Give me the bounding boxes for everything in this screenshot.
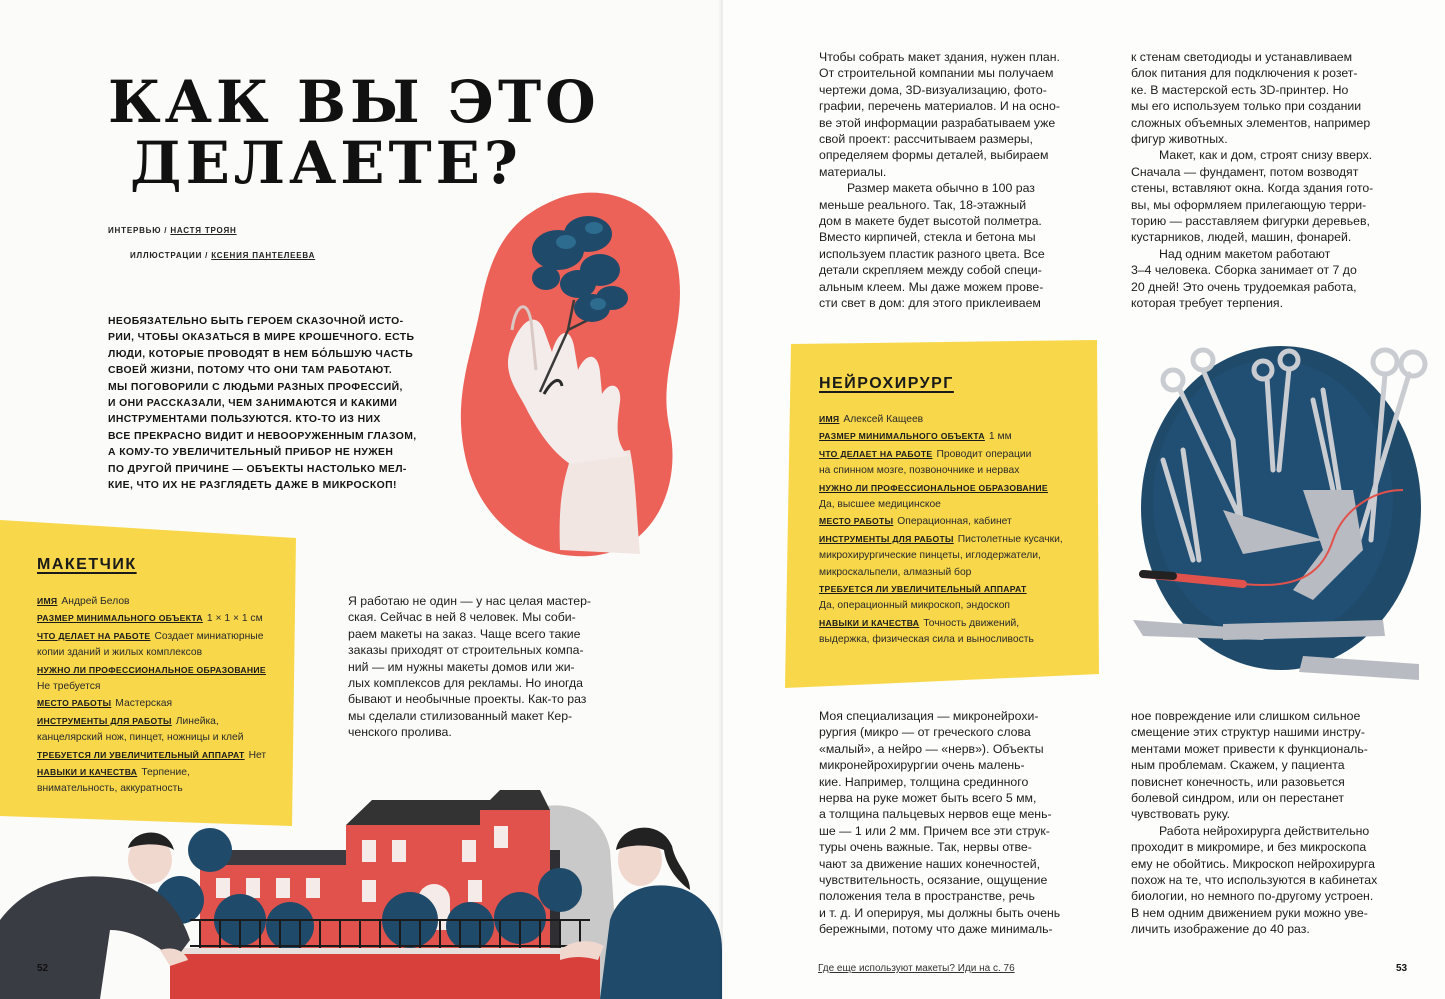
lead-line: РИИ, ЧТОБЫ ОКАЗАТЬСЯ В МИРЕ КРОШЕЧНОГО. ЕСТЬ: [108, 332, 415, 344]
text-line: меньше реального. Так, 18-этажный: [819, 197, 1027, 212]
text-line: торию — расставляем фигурки деревьев,: [1131, 214, 1370, 229]
text-line: мы сделали стилизованный макет Кер-: [348, 708, 573, 723]
qa-row: [37, 662, 287, 679]
text-line: стены, вставляют окна. Когда здания гото-: [1131, 181, 1374, 196]
qa-row: [819, 411, 1099, 428]
lead-line: НЕОБЯЗАТЕЛЬНО БЫТЬ ГЕРОЕМ СКАЗОЧНОЙ ИСТО-: [108, 316, 404, 327]
text-line: сложных объемных элементов, например: [1131, 115, 1371, 130]
text-line: микронейрохирургии очень малень-: [819, 758, 1025, 773]
text-line: чувствовать руку.: [1131, 807, 1231, 822]
text-line: используем пластик разного цвета. Все: [819, 246, 1045, 261]
text-line: Над одним макетом работают: [1159, 246, 1331, 261]
text-line: От строительной компании мы получаем: [819, 66, 1054, 81]
text-line: смещение этих структур нашими инстру-: [1131, 725, 1365, 740]
lead-line: А КОМУ-ТО УВЕЛИЧИТЕЛЬНЫЙ ПРИБОР НЕ НУЖЕН: [108, 447, 394, 459]
text-line: раем макеты на заказ. Чаще всего такие: [348, 626, 581, 641]
neurosurgeon-card-details: [819, 411, 1099, 649]
lead-line: ВСЕ ПРЕКРАСНО ВИДИТ И НЕВООРУЖЕННЫМ ГЛАЗОМ,: [108, 430, 417, 442]
qa-row: [37, 628, 287, 645]
qa-value: Андрей Белов: [61, 596, 130, 607]
qa-value: Да, операционный микроскоп, эндоскоп: [819, 600, 1010, 612]
qa-key: НАВЫКИ И КАЧЕСТВА: [37, 767, 138, 778]
text-line: бережными, потому что даже минималь-: [819, 922, 1053, 937]
qa-row: [819, 581, 1099, 598]
text-line: вы, мы оформляем прилегающую терри-: [1131, 197, 1367, 212]
qa-key: НУЖНО ЛИ ПРОФЕССИОНАЛЬНОЕ ОБРАЗОВАНИЕ: [37, 664, 266, 675]
qa-key: ЧТО ДЕЛАЕТ НА РАБОТЕ: [819, 448, 933, 459]
text-line: ченского пролива.: [348, 725, 452, 740]
qa-value: Да, высшее медицинское: [819, 499, 941, 511]
text-line: туры очень важные. Так, нервы отве-: [819, 840, 1032, 855]
text-line: Я работаю не один — у нас целая мастер-: [348, 594, 592, 608]
qa-value: Не требуется: [37, 681, 101, 693]
qa-value: 1 × 1 × 1 см: [206, 613, 263, 625]
qa-key: НАВЫКИ И КАЧЕСТВА: [819, 617, 920, 628]
cross-reference-link[interactable]: Где еще используют макеты? Иди на с. 76: [818, 963, 1015, 974]
text-line: графии, перечень материалов. И на осно-: [819, 99, 1060, 114]
text-line: болевой синдром, или он перестанет: [1131, 791, 1344, 806]
model-maker-card-title: МАКЕТЧИК: [37, 556, 137, 573]
credit-interview: [108, 226, 237, 235]
qa-value: Пистолетные кусачки,: [957, 533, 1063, 545]
qa-row: [819, 513, 1099, 530]
model-building-illustration: [0, 770, 722, 999]
text-line: 20 дней! Это очень трудоемкая работа,: [1131, 279, 1357, 294]
qa-row: [819, 531, 1099, 548]
text-line: Сначала — фундамент, потом возводят: [1131, 164, 1359, 179]
text-line: определяем формы деталей, выбираем: [819, 148, 1049, 163]
qa-row: [819, 497, 1099, 513]
qa-value: Линейка,: [175, 715, 219, 727]
hand-flower-illustration: [440, 180, 700, 560]
qa-value: Проводит операции: [936, 448, 1032, 460]
qa-value: Терпение,: [141, 767, 190, 779]
text-line: «малый», а нейро — «нерв»). Объекты: [819, 741, 1044, 756]
qa-row: [37, 747, 287, 764]
qa-value: микрохирургические пинцеты, иглодержатели,: [819, 550, 1041, 562]
text-line: 3–4 человека. Сборка занимает от 7 до: [1131, 263, 1357, 278]
headline: [108, 68, 668, 198]
qa-key: НУЖНО ЛИ ПРОФЕССИОНАЛЬНОЕ ОБРАЗОВАНИЕ: [819, 482, 1048, 493]
page-number-right: 53: [1396, 963, 1408, 974]
qa-row: [37, 713, 287, 730]
qa-value: копии зданий и жилых комплексов: [37, 647, 203, 659]
text-line: положения тела в пространстве, речь: [819, 889, 1035, 904]
qa-value: на спинном мозге, позвоночнике и нервах: [819, 465, 1020, 477]
text-line: блок питания для подключения к розет-: [1131, 66, 1358, 81]
qa-key: ИНСТРУМЕНТЫ ДЛЯ РАБОТЫ: [37, 715, 172, 726]
lead-line: КИЕ, ЧТО ИХ НЕ РАЗГЛЯДЕТЬ ДАЖЕ В МИКРОСКОП!: [108, 480, 397, 492]
text-line: дом в макете будет высотой полметра.: [819, 214, 1042, 229]
credit-name[interactable]: КСЕНИЯ ПАНТЕЛЕЕВА: [211, 251, 316, 260]
text-line: личить изображение до 40 раз.: [1131, 922, 1310, 937]
credit-role: ИЛЛЮСТРАЦИИ /: [130, 251, 209, 260]
lead-line: ЛЮДИ, КОТОРЫЕ ПРОВОДЯТ В НЕМ БО́ЛЬШУЮ ЧАСТЬ: [108, 348, 414, 360]
credit-name[interactable]: НАСТЯ ТРОЯН: [170, 226, 237, 235]
lead-paragraph: [108, 314, 418, 494]
text-line: бывают и необычные проекты. Как-то раз: [348, 692, 587, 707]
qa-row: [819, 598, 1099, 614]
text-line: чувствительность, осязание, ощущение: [819, 873, 1048, 888]
text-line: Чтобы собрать макет здания, нужен план.: [819, 50, 1060, 64]
text-line: чают за движение наших конечностей,: [819, 856, 1041, 871]
headline-line-1: КАК ВЫ ЭТО: [108, 68, 600, 136]
text-line: Работа нейрохирурга действительно: [1159, 823, 1370, 838]
qa-value: Алексей Кащеев: [843, 414, 924, 425]
text-line: рургия (микро — от греческого слова: [819, 725, 1031, 740]
qa-row: [819, 615, 1099, 632]
credit-illustrations: [130, 251, 315, 260]
qa-row: [37, 645, 287, 661]
text-line: мы его используем только при создании: [1131, 99, 1362, 114]
text-line: В нем одним движением руки можно уве-: [1131, 905, 1368, 920]
qa-value: внимательность, аккуратность: [37, 783, 183, 795]
text-line: ным проблемам. Скажем, у пациента: [1131, 758, 1345, 773]
text-line: сти свет в дом: для этого приклеиваем: [819, 296, 1041, 311]
qa-key: МЕСТО РАБОТЫ: [37, 698, 112, 709]
text-line: чертежи дома, 3D-визуализацию, фото-: [819, 82, 1047, 97]
text-line: Макет, как и дом, строят снизу вверх.: [1159, 148, 1373, 163]
text-line: ему не обойтись. Микроскоп нейрохирурга: [1131, 856, 1375, 871]
qa-row: [37, 593, 287, 610]
text-line: заказы приходят от строительных компа-: [348, 643, 584, 658]
text-line: лых комплексов для рекламы. Но иногда: [348, 676, 583, 691]
qa-key: ИНСТРУМЕНТЫ ДЛЯ РАБОТЫ: [819, 533, 954, 544]
text-line: нерва на руке может быть всего 5 мм,: [819, 791, 1037, 806]
text-line: Размер макета обычно в 100 раз: [847, 181, 1035, 196]
qa-key: МЕСТО РАБОТЫ: [819, 516, 894, 527]
qa-value: Нет: [248, 749, 267, 761]
text-line: ке. В мастерской есть 3D-принтер. Но: [1131, 82, 1349, 97]
qa-value: выдержка, физическая сила и выносливость: [819, 634, 1034, 646]
qa-value: микроскальпели, алмазный бор: [819, 566, 972, 578]
qa-row: [819, 565, 1099, 581]
left-page: [0, 0, 722, 999]
qa-key: РАЗМЕР МИНИМАЛЬНОГО ОБЪЕКТА: [37, 613, 203, 624]
text-line: Моя специализация — микронейрохи-: [819, 709, 1039, 723]
headline-line-2: ДЕЛАЕТЕ?: [130, 129, 522, 198]
qa-key: ИМЯ: [819, 414, 840, 424]
text-line: кустарников, людей, машин, фонарей.: [1131, 230, 1352, 245]
lead-line: ПО ДРУГОЙ ПРИЧИНЕ — ОБЪЕКТЫ НАСТОЛЬКО МЕЛ-: [108, 463, 407, 475]
lead-line: МЫ ПОГОВОРИЛИ С ЛЮДЬМИ РАЗНЫХ ПРОФЕССИЙ,: [108, 381, 403, 393]
neurosurgeon-column-2: [1131, 708, 1431, 938]
text-line: биологии, но немного по-другому устроен.: [1131, 889, 1374, 904]
text-line: которая требует терпения.: [1131, 296, 1284, 311]
page-number-left: 52: [37, 963, 49, 974]
text-line: и т. д. И оперируя, мы должны быть очень: [819, 905, 1061, 920]
text-line: а толщина пальцевых нервов еще мень-: [819, 807, 1052, 822]
model-maker-column-continued: [819, 49, 1119, 312]
surgical-instruments-illustration: [1123, 340, 1445, 690]
text-line: ментами может привести к функциональ-: [1131, 741, 1368, 756]
qa-key: ИМЯ: [37, 596, 58, 606]
qa-key: РАЗМЕР МИНИМАЛЬНОГО ОБЪЕКТА: [819, 431, 985, 442]
text-line: ное повреждение или слишком сильное: [1131, 709, 1361, 723]
text-line: ская. Сейчас в ней 8 человек. Мы соби-: [348, 610, 576, 625]
qa-row: [819, 548, 1099, 564]
text-line: Вместо кирпичей, стекла и бетона мы: [819, 230, 1036, 245]
text-line: детали скрепляем между собой специ-: [819, 263, 1042, 278]
text-line: к стенам светодиоды и устанавливаем: [1131, 50, 1353, 64]
qa-row: [819, 428, 1099, 445]
lead-line: СВОЕЙ ЖИЗНИ, ПОТОМУ ЧТО ОНИ ТАМ РАБОТАЮТ.: [108, 365, 393, 377]
qa-row: [819, 463, 1099, 479]
lead-line: ИНСТРУМЕНТАМИ ПОЛЬЗУЮТСЯ. КТО-ТО ИЗ НИХ: [108, 414, 381, 426]
neurosurgeon-card-title: НЕЙРОХИРУРГ: [819, 375, 954, 392]
qa-value: Операционная, кабинет: [897, 516, 1012, 528]
text-line: фигур животных.: [1131, 132, 1228, 147]
qa-row: [819, 480, 1099, 497]
qa-row: [37, 610, 287, 627]
qa-row: [37, 730, 287, 746]
model-maker-card-details: [37, 593, 287, 798]
text-line: свой проект: рассчитываем размеры,: [819, 132, 1033, 147]
qa-row: [37, 695, 287, 712]
neurosurgeon-column-1: [819, 708, 1119, 938]
qa-value: 1 мм: [988, 431, 1012, 443]
qa-row: [819, 446, 1099, 463]
text-line: кие. Например, толщина срединного: [819, 774, 1029, 789]
qa-row: [819, 632, 1099, 648]
qa-value: Мастерская: [115, 698, 173, 710]
model-maker-column-end: [1131, 49, 1431, 312]
qa-value: канцелярский нож, пинцет, ножницы и клей: [37, 732, 244, 744]
text-line: альным клеем. Мы даже можем прове-: [819, 279, 1044, 294]
qa-key: ТРЕБУЕТСЯ ЛИ УВЕЛИЧИТЕЛЬНЫЙ АППАРАТ: [819, 584, 1027, 595]
text-line: повиснет конечность, или разовьется: [1131, 774, 1345, 789]
credit-role: ИНТЕРВЬЮ /: [108, 226, 168, 235]
qa-row: [37, 679, 287, 695]
model-maker-column: [348, 593, 638, 741]
text-line: ве этой информации разрабатываем уже: [819, 115, 1056, 130]
qa-key: ЧТО ДЕЛАЕТ НА РАБОТЕ: [37, 630, 151, 641]
text-line: ний — им нужны макеты домов или жи-: [348, 659, 575, 674]
qa-value: Создает миниатюрные: [154, 630, 264, 642]
qa-key: ТРЕБУЕТСЯ ЛИ УВЕЛИЧИТЕЛЬНЫЙ АППАРАТ: [37, 749, 245, 760]
text-line: похож на те, что используются в кабинетах: [1131, 873, 1378, 888]
text-line: материалы.: [819, 164, 887, 179]
right-page: [723, 0, 1445, 999]
text-line: ше — 1 или 2 мм. Причем все эти струк-: [819, 823, 1050, 838]
qa-value: Точность движений,: [923, 617, 1020, 629]
text-line: проходит в микромире, и без микроскопа: [1131, 840, 1367, 855]
lead-line: И ОНИ РАССКАЗАЛИ, ЧЕМ ЗАНИМАЮТСЯ И КАКИМИ: [108, 398, 398, 410]
